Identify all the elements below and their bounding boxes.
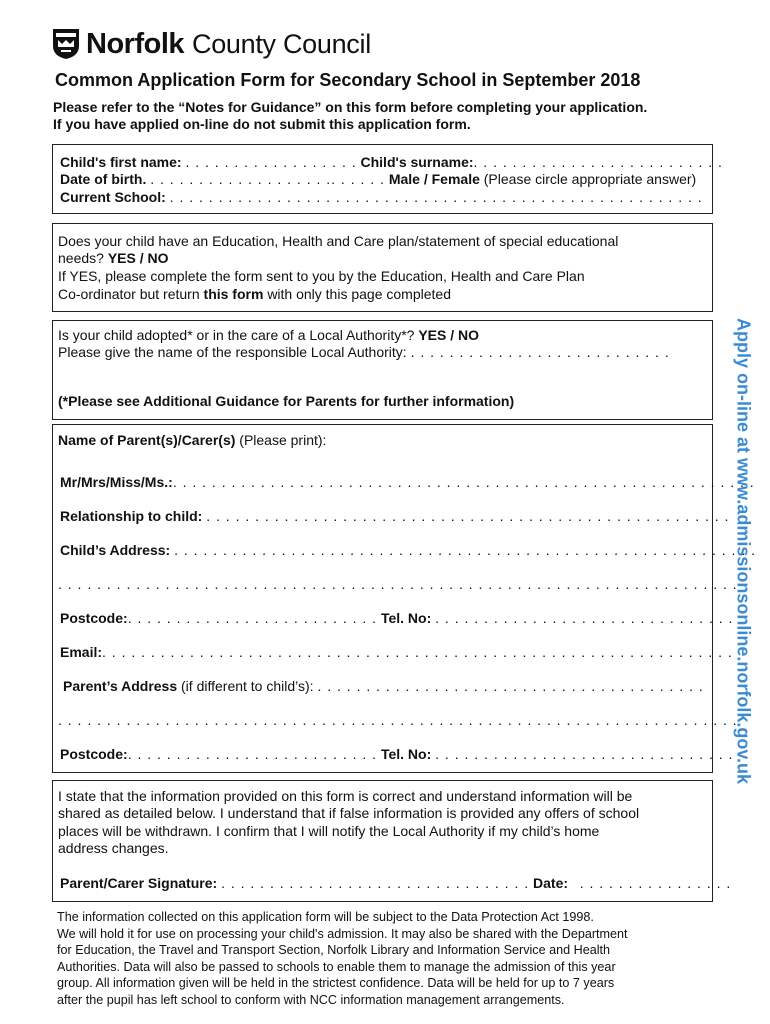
ehc-line-2: [58, 250, 169, 266]
ehc-line-4: [58, 286, 451, 302]
ehc-line-1: Does your child have an Education, Health and Care plan/statement of special educational: [58, 233, 619, 249]
parent-name-field[interactable]: . . . . . . . . . . . . . . . . . . . . . . . . . . . . . . . . . . . . . . . . . . . . . . . . . . . . . . . . . . . .: [172, 474, 755, 490]
current-school-field[interactable]: . . . . . . . . . . . . . . . . . . . . . . . . . . . . . . . . . . . . . . . . . . . . . . . . . . . . . . .: [169, 189, 703, 205]
declaration-line-3: places will be withdrawn. I confirm that I will notify the Local Authority if my child’s home: [58, 823, 600, 839]
dob-field[interactable]: . . . . . . . . . . . . . . . . . . .. . . . . .: [150, 171, 385, 187]
postcode2-label: Postcode:: [60, 746, 128, 762]
footer-line-1: The information collected on this application form will be subject to the Data Protection Act 1998.: [57, 910, 594, 924]
ehc-line-3: If YES, please complete the form sent to you by the Education, Health and Care Plan: [58, 268, 585, 284]
data-protection-notice: [57, 909, 717, 1008]
parent-heading-note: (Please print):: [239, 432, 327, 448]
parent-title-row[interactable]: [60, 474, 755, 490]
email-row[interactable]: [60, 644, 733, 660]
local-authority-label: Please give the name of the responsible Local Authority:: [58, 344, 407, 360]
ehc-needs-text: needs?: [58, 250, 104, 266]
footer-line-4: Authorities. Data will also be passed to schools to enable them to manage the admission of this year: [57, 959, 616, 974]
dob-label: Date of birth.: [60, 171, 147, 187]
footer-line-6: after the pupil has left school to conform with NCC information management arrangements.: [57, 992, 565, 1007]
ehc-line-4-pre: Co-ordinator but return: [58, 286, 200, 302]
child-surname-field[interactable]: . . . . . . . . . . . . . . . . . . . . . . . . . .: [473, 154, 723, 170]
tel2-field[interactable]: . . . . . . . . . . . . . . . . . . . . . . . . . . . . . . .: [435, 746, 734, 762]
child-address-field[interactable]: . . . . . . . . . . . . . . . . . . . . . . . . . . . . . . . . . . . . . . . . . . . . . . . . . . . . . . . . . . . .: [174, 542, 756, 558]
local-authority-field[interactable]: . . . . . . . . . . . . . . . . . . . . . . . . . . .: [410, 344, 670, 360]
declaration-line-1: I state that the information provided on this form is correct and understand information will be: [58, 788, 633, 804]
email-field[interactable]: . . . . . . . . . . . . . . . . . . . . . . . . . . . . . . . . . . . . . . . . . . . . . . . . . . . . . . . . . . . . . . . . .: [102, 644, 733, 660]
local-authority-row[interactable]: [58, 344, 698, 360]
postcode-field[interactable]: . . . . . . . . . . . . . . . . . . . . . . . . . .: [127, 610, 378, 626]
adopted-yes-no-options[interactable]: YES / NO: [418, 327, 480, 343]
postcode-row[interactable]: [60, 610, 734, 626]
tel2-label: Tel. No:: [380, 746, 432, 762]
relationship-row[interactable]: [60, 508, 730, 524]
parent-address-field-line-2[interactable]: . . . . . . . . . . . . . . . . . . . . . . . . . . . . . . . . . . . . . . . . . . . . . . . . . . . . . . . . . . . . . . . . . . . . . .: [58, 712, 738, 728]
child-first-name-label: Child's first name:: [60, 154, 182, 170]
guidance-line-1: Please refer to the “Notes for Guidance” on this form before completing your application.: [53, 99, 648, 115]
footer-line-3: for Education, the Travel and Transport Section, Norfolk Library and Information Service and Health: [57, 943, 611, 957]
date-field[interactable]: . . . . . . . . . . . . . . . .: [579, 875, 732, 891]
signature-label: Parent/Carer Signature:: [60, 875, 218, 891]
gender-options[interactable]: Male / Female: [388, 171, 480, 187]
declaration-line-2: shared as detailed below. I understand that if false information is provided any offers of school: [58, 805, 640, 821]
declaration-line-4: address changes.: [58, 840, 169, 856]
guidance-line-2: If you have applied on-line do not submit this application form.: [53, 116, 471, 132]
relationship-label: Relationship to child:: [60, 508, 203, 524]
additional-guidance-note: (*Please see Additional Guidance for Parents for further information): [58, 393, 515, 409]
child-first-name-field[interactable]: . . . . . . . . . . . . . . . . . .: [185, 154, 357, 170]
child-first-name-row[interactable]: [60, 154, 723, 170]
parent-heading: [58, 432, 326, 448]
postcode2-row[interactable]: [60, 746, 734, 762]
parent-heading-bold: Name of Parent(s)/Carer(s): [58, 432, 236, 448]
adopted-question-row: [58, 327, 479, 343]
current-school-row[interactable]: [60, 189, 710, 205]
guidance-notes: [53, 99, 647, 133]
apply-online-link[interactable]: Apply on-line at www.admissionsonline.norfolk.gov.uk: [733, 317, 754, 785]
parent-address-note: (if different to child’s):: [181, 678, 314, 694]
logo-county-text: County Council: [192, 28, 371, 59]
tel-field[interactable]: . . . . . . . . . . . . . . . . . . . . . . . . . . . . . . .: [435, 610, 734, 626]
child-dob-row[interactable]: [60, 171, 710, 187]
footer-line-5: group. All information given will be held in the strictest confidence. Data will be held for up to 7 years: [57, 976, 615, 990]
adopted-question: Is your child adopted* or in the care of a Local Authority*?: [58, 327, 415, 343]
apply-online-banner: [718, 296, 768, 806]
email-label: Email:: [60, 644, 103, 660]
tel-label: Tel. No:: [380, 610, 432, 626]
footer-line-2: We will hold it for use on processing your child's admission. It may also be shared with the Department: [57, 926, 628, 941]
relationship-field[interactable]: . . . . . . . . . . . . . . . . . . . . . . . . . . . . . . . . . . . . . . . . . . . . . . . . . . . . . .: [206, 508, 730, 524]
current-school-label: Current School:: [60, 189, 166, 205]
logo-norfolk-text: Norfolk: [86, 27, 184, 60]
parent-address-row[interactable]: [63, 678, 706, 694]
signature-field[interactable]: . . . . . . . . . . . . . . . . . . . . . . . . . . . . . . . .: [221, 875, 530, 891]
child-address-row[interactable]: [60, 542, 756, 558]
postcode2-field[interactable]: . . . . . . . . . . . . . . . . . . . . . . . . . .: [127, 746, 378, 762]
child-surname-label: Child's surname:: [360, 154, 474, 170]
ehc-yes-no-options[interactable]: YES / NO: [107, 250, 169, 266]
parent-address-field[interactable]: . . . . . . . . . . . . . . . . . . . . . . . . . . . . . . . . . . . . . . . .: [317, 678, 704, 694]
date-label: Date:: [533, 875, 569, 891]
parent-address-label: Parent’s Address: [63, 678, 178, 694]
signature-row[interactable]: [60, 875, 732, 891]
child-address-label: Child’s Address:: [60, 542, 171, 558]
ehc-line-4-post: with only this page completed: [267, 286, 451, 302]
postcode-label: Postcode:: [60, 610, 128, 626]
council-logo: [52, 26, 371, 62]
gender-note: (Please circle appropriate answer): [483, 171, 697, 187]
child-address-field-line-2[interactable]: . . . . . . . . . . . . . . . . . . . . . . . . . . . . . . . . . . . . . . . . . . . . . . . . . . . . . . . . . . . . . . . . . . . . . .: [58, 576, 738, 592]
ehc-line-4-bold: this form: [203, 286, 264, 302]
norfolk-shield-icon: [52, 28, 80, 60]
form-title: Common Application Form for Secondary School in September 2018: [55, 70, 641, 90]
parent-title-label: Mr/Mrs/Miss/Ms.:: [60, 474, 173, 490]
